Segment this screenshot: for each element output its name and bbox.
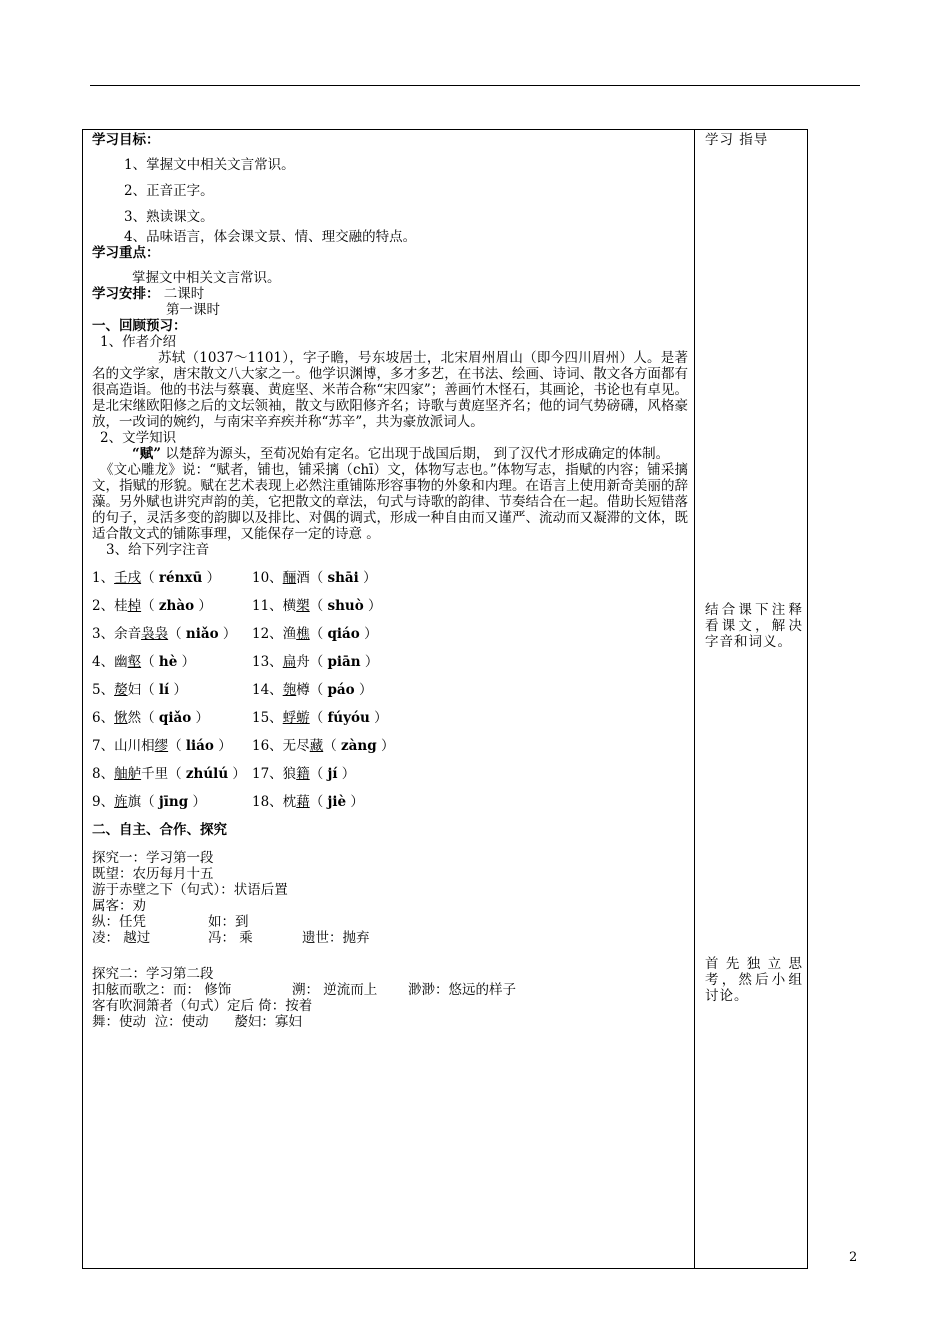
pinyin-answer: shuò xyxy=(327,598,364,614)
focus-text: 掌握文中相关文言常识。 xyxy=(132,270,281,286)
pinyin-item: 3、余音袅袅（ niǎo ） xyxy=(92,626,237,642)
pinyin-prefix: 10、 xyxy=(252,570,283,586)
pinyin-row xyxy=(92,592,688,620)
pinyin-item: 12、渔樵（ qiáo ） xyxy=(252,626,378,642)
pinyin-suffix: 妇 xyxy=(127,682,142,698)
pinyin-target-char: 扁 xyxy=(282,654,297,670)
pinyin-target-char: 藉 xyxy=(296,794,310,810)
pinyin-item: 4、幽壑（ hè ） xyxy=(92,654,196,670)
pinyin-answer: hè xyxy=(158,654,178,670)
author-heading: 1、作者介绍 xyxy=(100,334,177,350)
lesson-table xyxy=(82,129,808,1269)
pinyin-row xyxy=(92,648,688,676)
pinyin-answer: shāi xyxy=(327,570,359,586)
pinyin-item: 13、扁舟（ piān ） xyxy=(252,654,379,670)
goals-title: 学习目标： xyxy=(92,132,160,148)
explore-term: 凌： 越过 xyxy=(92,930,151,946)
pinyin-target-char: 壑 xyxy=(127,654,142,670)
left-column xyxy=(92,132,688,1030)
pinyin-answer: lí xyxy=(158,682,170,698)
pinyin-target-char: 樵 xyxy=(296,626,310,642)
pinyin-answer: jiè xyxy=(327,794,347,810)
pinyin-answer: zàng xyxy=(340,738,377,754)
pinyin-item: 15、蜉蝣（ fúyóu ） xyxy=(252,710,388,726)
right-column xyxy=(705,132,803,1004)
guide-note: 首先独立思考，然后小组讨论。 xyxy=(705,956,803,1004)
pinyin-prefix: 6、 xyxy=(92,710,115,726)
pinyin-suffix: 千里 xyxy=(141,766,169,782)
pinyin-target-char: 棹 xyxy=(127,598,142,614)
pinyin-answer: niǎo xyxy=(185,626,219,642)
guide-note: 结合课下注释看课文，解决字音和词义。 xyxy=(705,602,803,650)
pinyin-prefix: 5、 xyxy=(92,682,115,698)
pinyin-prefix: 4、幽 xyxy=(92,654,128,670)
pinyin-prefix: 13、 xyxy=(252,654,283,670)
pinyin-target-char: 旌 xyxy=(114,794,128,810)
explore-term: 溯： 逆流而上 xyxy=(292,982,378,998)
header-rule xyxy=(90,85,860,86)
schedule-line xyxy=(92,286,688,302)
goal-item: 2、正音正字。 xyxy=(124,183,214,199)
explore-part2 xyxy=(92,966,688,1030)
pinyin-prefix: 15、 xyxy=(252,710,283,726)
focus-title: 学习重点： xyxy=(92,245,160,261)
pinyin-answer: qiǎo xyxy=(158,710,192,726)
pinyin-suffix: 舟 xyxy=(296,654,310,670)
explore-title: 二、自主、合作、探究 xyxy=(92,822,227,838)
explore-line xyxy=(92,982,688,998)
explore-line xyxy=(92,914,688,930)
pinyin-target-char: 壬戌 xyxy=(114,570,142,586)
explore-term: 冯： 乘 xyxy=(208,930,253,946)
pinyin-prefix: 2、桂 xyxy=(92,598,128,614)
pinyin-target-char: 嫠 xyxy=(114,682,128,698)
guide-header: 学习 指导 xyxy=(705,132,769,148)
wenxin-paragraph: 《文心雕龙》说：“赋者，铺也，铺采摛（chī）文，体物写志也。”体物写志，指赋的内容；铺采摛文，指赋的形貌。赋在艺术表现上必然注重铺陈形容事物的外象和内理。在语言上使用新奇美丽的辞藻。另外赋也讲究声韵的美，它把散文的章法，句式与诗歌的韵律、节奏结合在一起。借助长短错落的句子，灵活多变的韵脚以及排比、对偶的调式，形成一种自由而又谨严、流动而又凝滞的文体，既适合散文式的铺陈事理，又能保存一定的诗意 。 xyxy=(92,462,688,542)
explore-term: 扣舷而歌之：而： 修饰 xyxy=(92,982,232,998)
pinyin-row xyxy=(92,676,688,704)
pinyin-answer: rénxū xyxy=(158,570,203,586)
explore-term: 渺渺：悠远的样子 xyxy=(408,982,516,998)
pinyin-target-char: 袅袅 xyxy=(141,626,169,642)
lesson-label: 第一课时 xyxy=(166,302,220,318)
pinyin-prefix: 8、 xyxy=(92,766,115,782)
pinyin-target-char: 缪 xyxy=(154,738,169,754)
pinyin-list xyxy=(92,564,688,816)
literature-heading: 2、文学知识 xyxy=(100,430,177,446)
pinyin-target-char: 匏 xyxy=(282,682,297,698)
pinyin-answer: fúyóu xyxy=(327,710,370,726)
pinyin-row xyxy=(92,620,688,648)
schedule-title: 学习安排： xyxy=(92,286,160,302)
pinyin-heading: 3、给下列字注音 xyxy=(106,542,210,558)
pinyin-target-char: 酾 xyxy=(282,570,297,586)
pinyin-answer: liáo xyxy=(185,738,214,754)
pinyin-answer: zhúlú xyxy=(185,766,229,782)
pinyin-prefix: 9、 xyxy=(92,794,115,810)
fu-text: 以楚辞为源头，至荀况始有定名。它出现于战国后期， 到了汉代才形成确定的体制。 xyxy=(165,446,670,462)
pinyin-suffix: 然 xyxy=(127,710,142,726)
review-title: 一、回顾预习： xyxy=(92,318,187,334)
pinyin-answer: qiáo xyxy=(327,626,360,642)
pinyin-suffix: 旗 xyxy=(127,794,142,810)
pinyin-item: 5、嫠妇（ lí ） xyxy=(92,682,187,698)
pinyin-answer: zhào xyxy=(158,598,195,614)
goal-item: 4、品味语言，体会课文景、情、理交融的特点。 xyxy=(124,229,417,245)
explore-term: 如：到 xyxy=(208,914,249,930)
pinyin-item: 8、舳舻千里（ zhúlú ） xyxy=(92,766,246,782)
author-text: 苏轼（1037～1101），字子瞻，号东坡居士，北宋眉州眉山（即今四川眉州）人。是著名的文学家，唐宋散文八大家之一。他学识渊博，多才多艺，在书法、绘画、诗词、散文各方面都有很高造诣。他的书法与蔡襄、黄庭坚、米芾合称“宋四家”；善画竹木怪石，其画论，书论也有卓见。是北宋继欧阳修之后的文坛领袖，散文与欧阳修齐名；诗歌与黄庭坚齐名；他的词气势磅礴，风格豪放，一改词的婉约，与南宋辛弃疾并称“苏辛”，共为豪放派词人。 xyxy=(92,350,688,430)
explore-line: 属客：劝 xyxy=(92,898,146,914)
pinyin-prefix: 14、 xyxy=(252,682,283,698)
pinyin-prefix: 18、枕 xyxy=(252,794,297,810)
pinyin-suffix: 樽 xyxy=(296,682,310,698)
pinyin-item: 18、枕藉（ jiè ） xyxy=(252,794,364,810)
pinyin-item: 11、横槊（ shuò ） xyxy=(252,598,382,614)
pinyin-row xyxy=(92,704,688,732)
explore-line: 舞：使动 泣：使动 嫠妇：寡妇 xyxy=(92,1014,302,1030)
pinyin-target-char: 蜉蝣 xyxy=(282,710,310,726)
explore-line: 既望：农历每月十五 xyxy=(92,866,214,882)
pinyin-row xyxy=(92,760,688,788)
explore-line xyxy=(92,930,688,946)
pinyin-prefix: 7、山川相 xyxy=(92,738,155,754)
explore-term: 纵：任凭 xyxy=(92,914,146,930)
fu-paragraph xyxy=(92,446,688,462)
explore-line: 客有吹洞箫者（句式）定后 倚：按着 xyxy=(92,998,313,1014)
pinyin-answer: jīng xyxy=(158,794,189,810)
pinyin-item: 9、旌旗（ jīng ） xyxy=(92,794,206,810)
pinyin-target-char: 籍 xyxy=(296,766,310,782)
pinyin-target-char: 槊 xyxy=(296,598,310,614)
pinyin-item: 7、山川相缪（ liáo ） xyxy=(92,738,232,754)
explore-line: 探究二：学习第二段 xyxy=(92,966,214,982)
goal-item: 3、熟读课文。 xyxy=(124,209,214,225)
page-number: 2 xyxy=(849,1250,858,1265)
pinyin-answer: páo xyxy=(327,682,355,698)
pinyin-prefix: 1、 xyxy=(92,570,115,586)
pinyin-item: 14、匏樽（ páo ） xyxy=(252,682,373,698)
pinyin-item: 16、无尽藏（ zàng ） xyxy=(252,738,395,754)
pinyin-target-char: 舳舻 xyxy=(114,766,142,782)
pinyin-item: 2、桂棹（ zhào ） xyxy=(92,598,212,614)
pinyin-prefix: 17、狼 xyxy=(252,766,297,782)
pinyin-row xyxy=(92,732,688,760)
pinyin-answer: jí xyxy=(327,766,338,782)
fu-term: “赋” xyxy=(132,446,162,462)
explore-line: 探究一：学习第一段 xyxy=(92,850,214,866)
pinyin-suffix: 酒 xyxy=(296,570,310,586)
pinyin-prefix: 12、渔 xyxy=(252,626,297,642)
pinyin-answer: piān xyxy=(327,654,361,670)
explore-part1 xyxy=(92,850,688,946)
pinyin-prefix: 16、无尽 xyxy=(252,738,310,754)
pinyin-item: 6、愀然（ qiǎo ） xyxy=(92,710,210,726)
pinyin-row xyxy=(92,788,688,816)
pinyin-item: 17、狼籍（ jí ） xyxy=(252,766,356,782)
pinyin-target-char: 藏 xyxy=(309,738,324,754)
column-divider xyxy=(694,130,695,1268)
goal-item: 1、掌握文中相关文言常识。 xyxy=(124,157,295,173)
pinyin-item: 10、酾酒（ shāi ） xyxy=(252,570,377,586)
explore-term: 遗世：抛弃 xyxy=(302,930,370,946)
pinyin-row xyxy=(92,564,688,592)
pinyin-item: 1、壬戌（ rénxū ） xyxy=(92,570,221,586)
explore-line: 游于赤壁之下（句式）：状语后置 xyxy=(92,882,288,898)
pinyin-target-char: 愀 xyxy=(114,710,128,726)
pinyin-prefix: 3、余音 xyxy=(92,626,142,642)
pinyin-prefix: 11、横 xyxy=(252,598,297,614)
schedule-value: 二课时 xyxy=(163,286,205,302)
